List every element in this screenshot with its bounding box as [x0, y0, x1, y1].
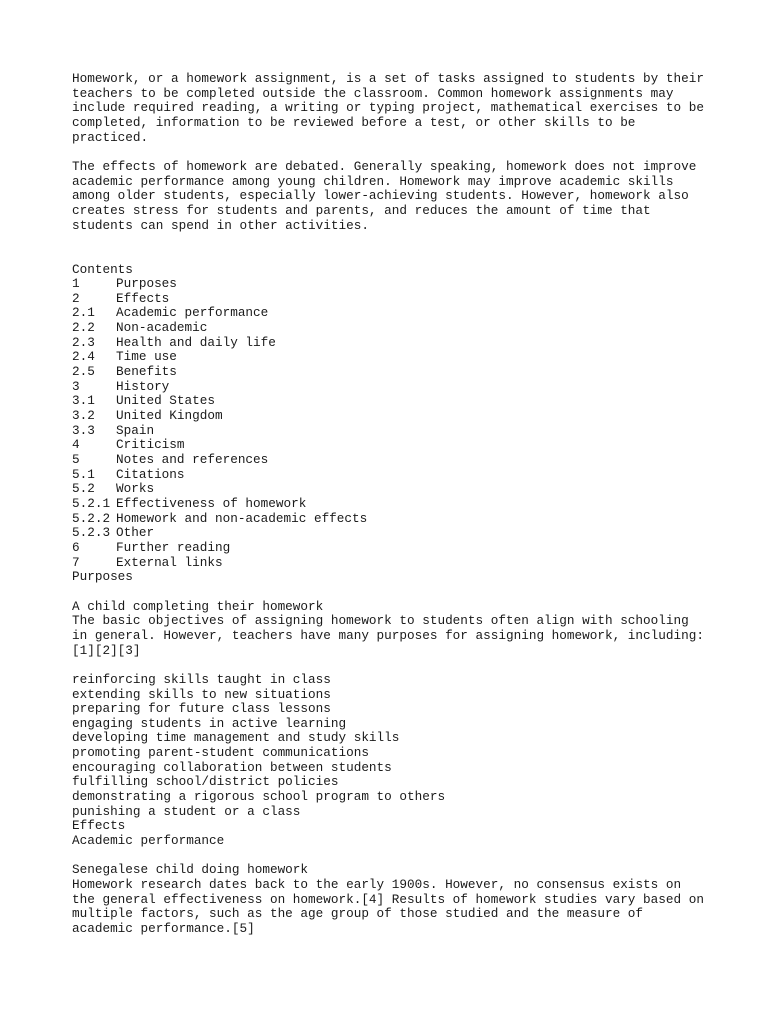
- toc-item-number: 2: [72, 290, 80, 306]
- toc-item: [72, 306, 712, 321]
- toc-item: [72, 350, 712, 365]
- toc-item-label: Spain: [116, 422, 155, 438]
- toc-item: [72, 482, 712, 497]
- toc-item: [72, 292, 712, 307]
- toc-item-label: Benefits: [116, 364, 177, 380]
- list-item: fulfilling school/district policies: [72, 774, 339, 790]
- toc-item-number: 3: [72, 378, 80, 394]
- toc-item-label: Citations: [116, 466, 185, 482]
- purposes-heading: Purposes: [72, 569, 133, 585]
- toc-item-number: 2.5: [72, 364, 95, 380]
- list-item: preparing for future class lessons: [72, 701, 331, 717]
- toc-item: [72, 438, 712, 453]
- toc-item-label: Other: [116, 525, 155, 541]
- intro-paragraph-1: Homework, or a homework assignment, is a set of tasks assigned to students by their teachers to be completed outside the classroom. Common homework assignments may include required reading, a writing or typing project, mathematical exercises to be completed, information to be reviewed before a test, or other skills to be practiced.: [72, 71, 704, 145]
- toc-item: [72, 497, 712, 512]
- toc-item-label: Homework and non-academic effects: [116, 510, 368, 526]
- toc-item-number: 5: [72, 452, 80, 468]
- toc-item-label: External links: [116, 554, 223, 570]
- toc-item-number: 5.2.1: [72, 496, 111, 511]
- toc-item: [72, 409, 712, 424]
- spacer: [72, 233, 712, 262]
- toc-item: [72, 336, 712, 351]
- toc-item-label: Works: [116, 481, 155, 497]
- academic-performance-heading: Academic performance: [72, 833, 225, 849]
- toc-item: [72, 394, 712, 409]
- list-item: engaging students in active learning: [72, 715, 347, 731]
- toc-item-number: 2.2: [72, 320, 95, 336]
- purposes-list: [72, 673, 712, 820]
- toc-item-label: History: [116, 378, 170, 394]
- document-page: [72, 72, 712, 937]
- toc-item: [72, 380, 712, 395]
- toc-item-label: Effectiveness of homework: [116, 496, 307, 511]
- intro-paragraph-2: The effects of homework are debated. Generally speaking, homework does not improve academic performance among young children. Homework may improve academic skills among older students, especially lower-achieving students. However, homework also creates stress for students and parents, and reduces the amount of time that students can spend in other activities.: [72, 158, 697, 233]
- effects-image-caption: Senegalese child doing homework: [72, 862, 309, 878]
- toc-item-number: 5.2.3: [72, 525, 111, 541]
- toc-item-number: 1: [72, 276, 80, 292]
- toc-item-label: Purposes: [116, 276, 177, 292]
- toc-item-label: Effects: [116, 290, 170, 306]
- toc-item-label: Notes and references: [116, 452, 269, 468]
- list-item: demonstrating a rigorous school program to others: [72, 789, 446, 805]
- toc-item-number: 3.3: [72, 422, 95, 438]
- toc-item-number: 4: [72, 437, 80, 453]
- toc-item: [72, 321, 712, 336]
- list-item: promoting parent-student communications: [72, 745, 369, 761]
- spacer: [72, 658, 712, 673]
- toc-item: [72, 424, 712, 439]
- toc-item-label: Further reading: [116, 539, 231, 555]
- toc-item-label: Criticism: [116, 437, 185, 453]
- toc-item-number: 3.1: [72, 393, 95, 409]
- toc-item: [72, 277, 712, 292]
- toc-item-label: Health and daily life: [116, 334, 276, 350]
- list-item: extending skills to new situations: [72, 686, 331, 702]
- toc-item: [72, 512, 712, 527]
- contents-heading: Contents: [72, 261, 133, 277]
- toc-item-label: Non-academic: [116, 320, 208, 336]
- toc-item-label: United Kingdom: [116, 408, 223, 424]
- list-item: punishing a student or a class: [72, 803, 301, 819]
- toc-item-number: 2.4: [72, 349, 95, 365]
- toc-item-label: Time use: [116, 349, 177, 365]
- toc-item: [72, 453, 712, 468]
- toc-item-number: 2.1: [72, 305, 95, 321]
- purposes-paragraph: The basic objectives of assigning homework to students often align with schooling in general. However, teachers have many purposes for assigning homework, including: [1][2][3]: [72, 613, 704, 658]
- toc-item-number: 2.3: [72, 334, 95, 350]
- effects-heading: Effects: [72, 818, 126, 834]
- spacer: [72, 849, 712, 864]
- toc-item: [72, 365, 712, 380]
- toc-item-number: 6: [72, 539, 80, 555]
- effects-paragraph: Homework research dates back to the early 1900s. However, no consensus exists on the general effectiveness on homework.[4] Results of homework studies vary based on multiple factors, such as the age group of those studied and the measure of academic performance.[5]: [72, 877, 704, 936]
- toc-item: [72, 556, 712, 571]
- toc-item: [72, 468, 712, 483]
- purposes-image-caption: A child completing their homework: [72, 598, 324, 614]
- list-item: reinforcing skills taught in class: [72, 671, 331, 687]
- list-item: developing time management and study skills: [72, 730, 400, 746]
- toc-item-number: 5.2: [72, 481, 95, 497]
- toc-item-number: 7: [72, 554, 80, 570]
- toc-item-number: 5.2.2: [72, 510, 111, 526]
- toc-item-number: 3.2: [72, 408, 95, 424]
- spacer: [72, 585, 712, 600]
- list-item: encouraging collaboration between students: [72, 759, 392, 775]
- spacer: [72, 145, 712, 160]
- toc-item: [72, 541, 712, 556]
- toc-item-number: 5.1: [72, 466, 95, 482]
- table-of-contents: [72, 277, 712, 570]
- toc-item: [72, 526, 712, 541]
- toc-item-label: United States: [116, 393, 215, 409]
- toc-item-label: Academic performance: [116, 305, 269, 321]
